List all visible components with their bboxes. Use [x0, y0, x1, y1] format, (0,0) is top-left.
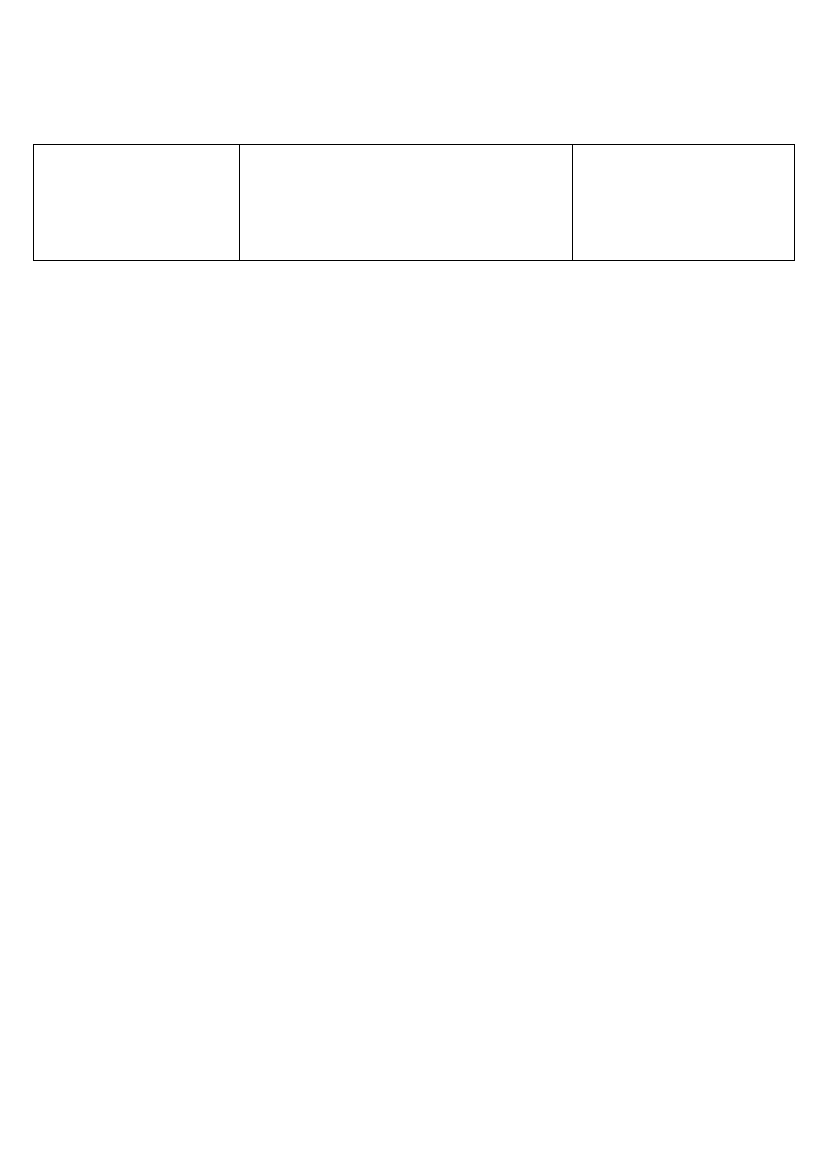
marks-table — [33, 144, 795, 261]
parents-signature-cell — [573, 145, 795, 261]
marks-cell — [34, 145, 240, 261]
teacher-remark-cell — [240, 145, 573, 261]
